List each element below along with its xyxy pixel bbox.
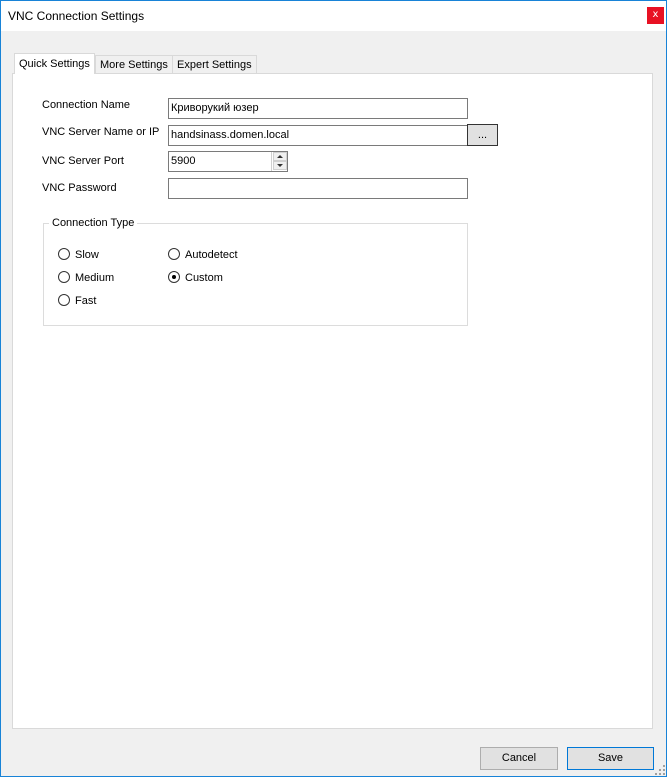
save-button[interactable] <box>567 747 654 770</box>
radio-custom[interactable] <box>168 271 180 283</box>
radio-autodetect-label[interactable]: Autodetect <box>185 249 238 261</box>
tab-more-settings-label: More Settings <box>100 59 168 71</box>
window-title: VNC Connection Settings <box>8 9 145 23</box>
server-name-value: handsinass.domen.local <box>171 129 290 141</box>
radio-autodetect[interactable] <box>168 248 180 260</box>
port-spinner <box>271 152 287 171</box>
radio-custom-label[interactable]: Custom <box>185 272 223 284</box>
server-name-label: VNC Server Name or IP <box>42 126 160 138</box>
radio-fast[interactable] <box>58 294 70 306</box>
tab-expert-settings-label: Expert Settings <box>177 59 252 71</box>
browse-server-button[interactable] <box>467 124 498 146</box>
tab-expert-settings[interactable] <box>172 55 257 74</box>
password-label: VNC Password <box>42 182 117 194</box>
cancel-button[interactable] <box>480 747 558 770</box>
server-port-label: VNC Server Port <box>42 155 124 167</box>
tab-more-settings[interactable] <box>95 55 173 74</box>
connection-type-legend: Connection Type <box>49 217 137 229</box>
quick-settings-panel <box>12 73 653 729</box>
connection-name-input[interactable] <box>168 98 468 119</box>
radio-fast-label[interactable]: Fast <box>75 295 97 307</box>
password-input[interactable] <box>168 178 468 199</box>
close-icon: x <box>652 9 659 20</box>
server-port-stepper[interactable] <box>168 151 288 172</box>
radio-selected-dot-icon <box>172 275 176 279</box>
cancel-button-label: Cancel <box>501 752 537 764</box>
radio-slow-label[interactable]: Slow <box>75 249 99 261</box>
radio-medium[interactable] <box>58 271 70 283</box>
server-name-input[interactable] <box>168 125 468 146</box>
radio-medium-label[interactable]: Medium <box>75 272 115 284</box>
connection-name-value: Криворукий юзер <box>171 102 259 114</box>
radio-slow[interactable] <box>58 248 70 260</box>
connection-name-label: Connection Name <box>42 99 131 111</box>
tab-quick-settings-label: Quick Settings <box>19 58 90 70</box>
close-button[interactable] <box>647 7 664 24</box>
spin-up-arrow-icon[interactable] <box>273 152 287 161</box>
server-port-value: 5900 <box>171 155 196 167</box>
save-button-label: Save <box>597 752 624 764</box>
tab-quick-settings[interactable] <box>14 53 95 74</box>
spin-down-arrow-icon[interactable] <box>273 161 287 170</box>
browse-button-label: ... <box>477 129 488 141</box>
title-bar <box>0 0 667 31</box>
resize-grip-icon[interactable] <box>655 765 665 775</box>
